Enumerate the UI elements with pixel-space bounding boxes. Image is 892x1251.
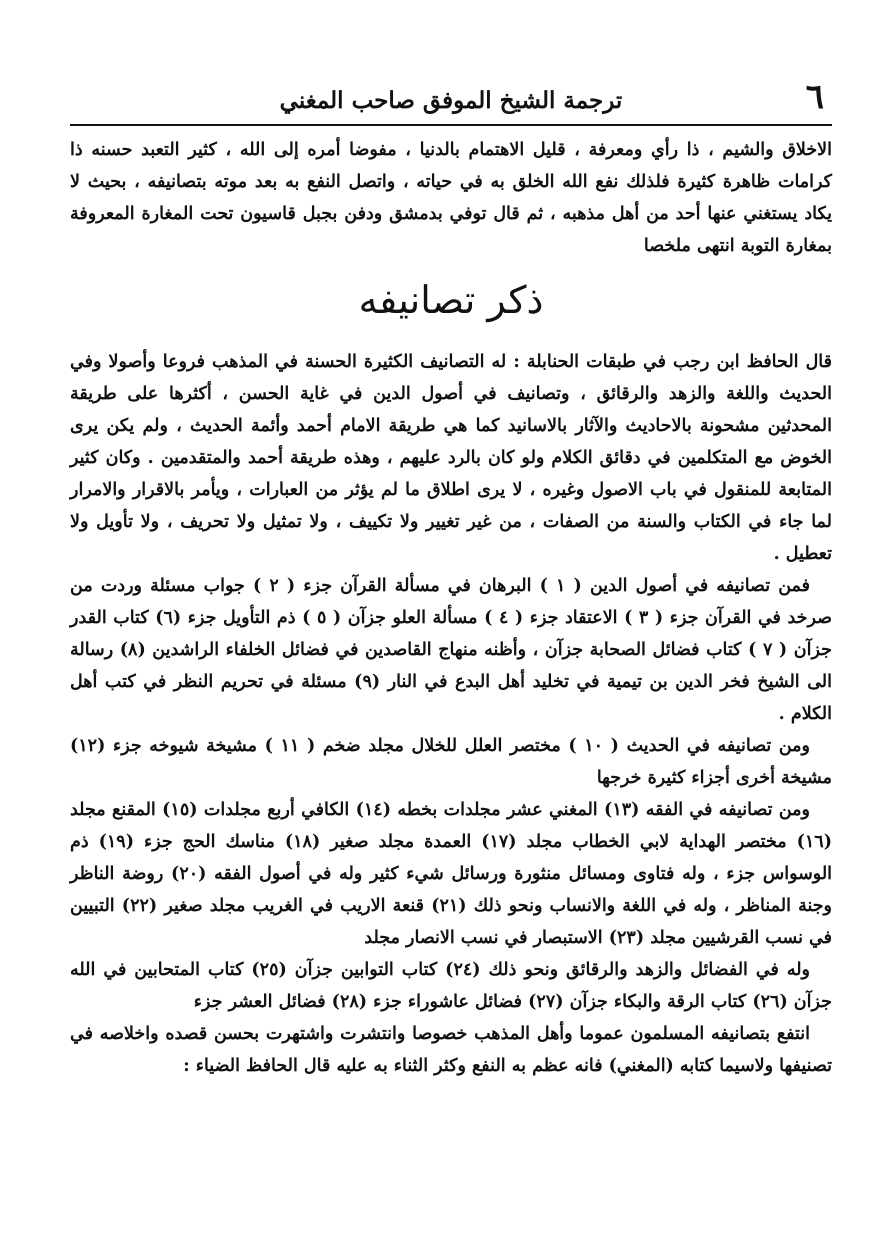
intro-paragraph: الاخلاق والشيم ، ذا رأي ومعرفة ، قليل الاهتمام بالدنيا ، مفوضا أمره إلى الله ، كثير التعبد حسنه ذا كرامات ظاهرة كثيرة فلذلك نفع الله الخلق به في حياته ، واتصل النفع به بعد موته بتصانيفه ، بحيث لا يكاد يستغني عنها أحد من أهل مذهبه ، ثم قال توفي بدمشق ودفن بجبل قاسيون تحت المغارة المعروفة بمغارة التوبة انتهى ملخصا <box>70 140 832 256</box>
paragraph-hadith-works: ومن تصانيفه في الحديث ( ١٠ ) مختصر العلل للخلال مجلد ضخم ( ١١ ) مشيخة شيوخه جزء (١٢) مشيخة أخرى أجزاء كثيرة خرجها <box>70 736 832 788</box>
page-content <box>70 134 832 1082</box>
paragraph-benefit: انتفع بتصانيفه المسلمون عموما وأهل المذهب خصوصا وانتشرت واشتهرت بحسن قصده واخلاصه في تصنيفها ولاسيما كتابه (المغني) فانه عظم به النفع وكثر الثناء به عليه قال الحافظ الضياء : <box>70 1024 832 1076</box>
paragraph-zuhd-works: وله في الفضائل والزهد والرقائق ونحو ذلك (٢٤) كتاب التوابين جزآن (٢٥) كتاب المتحابين في الله جزآن (٢٦) كتاب الرقة والبكاء جزآن (٢٧) فضائل عاشوراء جزء (٢٨) فضائل العشر جزء <box>70 960 832 1012</box>
section-title: ذكر تصانيفه <box>358 278 544 322</box>
paragraph-fiqh-works: ومن تصانيفه في الفقه (١٣) المغني عشر مجلدات بخطه (١٤) الكافي أربع مجلدات (١٥) المقنع مجلد (١٦) مختصر الهداية لابي الخطاب مجلد (١٧) العمدة مجلد صغير (١٨) مناسك الحج جزء (١٩) ذم الوسواس جزء ، وله فتاوى ومسائل منثورة ورسائل شيء كثير وله في أصول الفقه (٢٠) روضة الناظر وجنة المناظر ، وله في اللغة والانساب ونحو ذلك (٢١) قنعة الاريب في الغريب مجلد صغير (٢٢) التبيين في نسب القرشيين مجلد (٢٣) الاستبصار في نسب الانصار مجلد <box>70 800 833 948</box>
paragraph-ibn-rajab: قال الحافظ ابن رجب في طبقات الحنابلة : له التصانيف الكثيرة الحسنة في المذهب فروعا وأصولا وفي الحديث واللغة والزهد والرقائق ، وتصانيف في أصول الدين في غاية الحسن ، أكثرها على طريقة المحدثين مشحونة بالاحاديث والآثار بالاسانيد كما هي طريقة الامام أحمد وأئمة الحديث ، ولم يكن يرى الخوض مع المتكلمين في دقائق الكلام ولو كان بالرد عليهم ، وهذه طريقة أحمد والمتقدمين . وكان كثير المتابعة للمنقول في باب الاصول وغيره ، لا يرى اطلاق ما لم يؤثر من العبارات ، ويأمر بالاقرار والامرار لما جاء في الكتاب والسنة من الصفات ، من غير تغيير ولا تكييف ، ولا تمثيل ولا تحريف ، ولا تأويل ولا تعطيل . <box>70 352 832 564</box>
page-number: ٦ <box>805 77 824 117</box>
running-title: ترجمة الشيخ الموفق صاحب المغني <box>279 87 623 114</box>
book-page <box>70 78 832 1238</box>
page-header <box>70 78 832 126</box>
paragraph-usul-works: فمن تصانيفه في أصول الدين ( ١ ) البرهان في مسألة القرآن جزء ( ٢ ) جواب مسئلة وردت من صرخد في القرآن جزء ( ٣ ) الاعتقاد جزء ( ٤ ) مسألة العلو جزآن ( ٥ ) ذم التأويل جزء (٦) كتاب القدر جزآن ( ٧ ) كتاب فضائل الصحابة جزآن ، وأظنه منهاج القاصدين في فضائل الخلفاء الراشدين (٨) رسالة الى الشيخ فخر الدين بن تيمية في تخليد أهل البدع في النار (٩) مسئلة في تحريم النظر في كتب أهل الكلام . <box>70 576 832 724</box>
